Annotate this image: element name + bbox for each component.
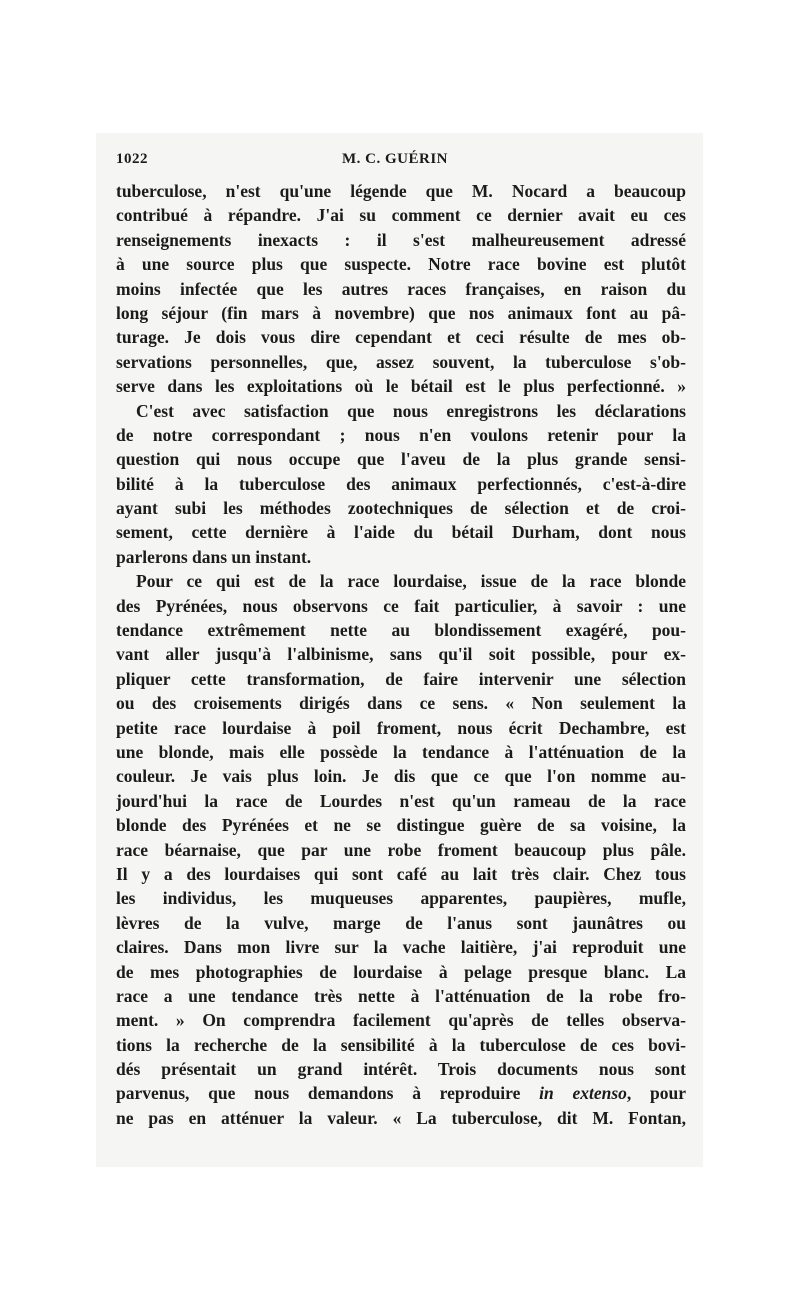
text-line: bilité à la tuberculose des animaux perfectionnés, c'est-à-dire bbox=[116, 473, 686, 494]
text-line: long séjour (fin mars à novembre) que nos animaux font au pâ- bbox=[116, 302, 686, 323]
running-header bbox=[116, 143, 686, 179]
text-line: ment. » On comprendra facilement qu'après de telles observa- bbox=[116, 1010, 686, 1031]
running-head-author: M. C. GUÉRIN bbox=[342, 151, 448, 167]
text-line: couleur. Je vais plus loin. Je dis que ce que l'on nomme au- bbox=[116, 766, 686, 787]
text-line: pliquer cette transformation, de faire intervenir une sélection bbox=[116, 668, 686, 689]
paragraph-last-line: parlerons dans un instant. bbox=[116, 546, 312, 567]
text-line: de mes photographies de lourdaise à pelage presque blanc. La bbox=[116, 961, 686, 982]
text-line: tuberculose, n'est qu'une légende que M. Nocard a beaucoup bbox=[116, 181, 686, 201]
text-line: de notre correspondant ; nous n'en voulons retenir pour la bbox=[116, 424, 686, 445]
text-line: blonde des Pyrénées et ne se distingue guère de sa voisine, la bbox=[116, 815, 686, 836]
text-line: à une source plus que suspecte. Notre race bovine est plutôt bbox=[116, 254, 686, 275]
text-line: tions la recherche de la sensibilité à la tuberculose de ces bovi- bbox=[116, 1034, 686, 1055]
text-line: contribué à répandre. J'ai su comment ce dernier avait eu ces bbox=[116, 205, 686, 226]
text-line: claires. Dans mon livre sur la vache laitière, j'ai reproduit une bbox=[116, 937, 686, 958]
text-line: ou des croisements dirigés dans ce sens. « Non seulement la bbox=[116, 693, 686, 714]
paragraph-first-line: Pour ce qui est de la race lourdaise, issue de la race blonde bbox=[136, 571, 686, 592]
text-line: ayant subi les méthodes zootechniques de sélection et de croi- bbox=[116, 498, 686, 519]
text-line: race a une tendance très nette à l'atténuation de la robe fro- bbox=[116, 985, 686, 1006]
text-line: les individus, les muqueuses apparentes, paupières, mufle, bbox=[116, 888, 686, 909]
text-line: des Pyrénées, nous observons ce fait particulier, à savoir : une bbox=[116, 595, 686, 616]
text-line: ne pas en atténuer la valeur. « La tuberculose, dit M. Fontan, bbox=[116, 1107, 686, 1128]
paragraph-first-line: C'est avec satisfaction que nous enregistrons les déclarations bbox=[136, 400, 686, 421]
text-line: renseignements inexacts : il s'est malheureusement adressé bbox=[116, 229, 686, 250]
body-text bbox=[116, 179, 686, 1130]
text-line-with-italic bbox=[116, 1081, 686, 1105]
text-line: jourd'hui la race de Lourdes n'est qu'un rameau de la race bbox=[116, 790, 686, 811]
text-line: dés présentait un grand intérêt. Trois documents nous sont bbox=[116, 1059, 686, 1080]
text-line: lèvres de la vulve, marge de l'anus sont jaunâtres ou bbox=[116, 912, 686, 933]
text-segment: parvenus, que nous demandons à reproduire bbox=[116, 1083, 521, 1104]
text-line: sement, cette dernière à l'aide du bétail Durham, dont nous bbox=[116, 522, 686, 543]
text-line: race béarnaise, que par une robe froment beaucoup plus pâle. bbox=[116, 839, 686, 860]
text-segment: , pour bbox=[626, 1083, 686, 1104]
text-line: vant aller jusqu'à l'albinisme, sans qu'il soit possible, pour ex- bbox=[116, 644, 686, 665]
text-line: petite race lourdaise à poil froment, nous écrit Dechambre, est bbox=[116, 717, 686, 738]
italic-phrase: in extenso bbox=[539, 1083, 627, 1104]
page-number: 1022 bbox=[116, 151, 148, 167]
text-line: servations personnelles, que, assez souvent, la tuberculose s'ob- bbox=[116, 351, 686, 372]
text-line: serve dans les exploitations où le bétail est le plus perfectionné. » bbox=[116, 376, 686, 397]
text-line: moins infectée que les autres races françaises, en raison du bbox=[116, 278, 686, 299]
text-line: question qui nous occupe que l'aveu de la plus grande sensi- bbox=[116, 449, 686, 470]
text-line: turage. Je dois vous dire cependant et ceci résulte de mes ob- bbox=[116, 327, 686, 348]
text-line: tendance extrêmement nette au blondissement exagéré, pou- bbox=[116, 620, 686, 641]
text-line: une blonde, mais elle possède la tendance à l'atténuation de la bbox=[116, 741, 686, 762]
book-page bbox=[116, 143, 686, 1163]
text-line: Il y a des lourdaises qui sont café au lait très clair. Chez tous bbox=[116, 863, 686, 884]
